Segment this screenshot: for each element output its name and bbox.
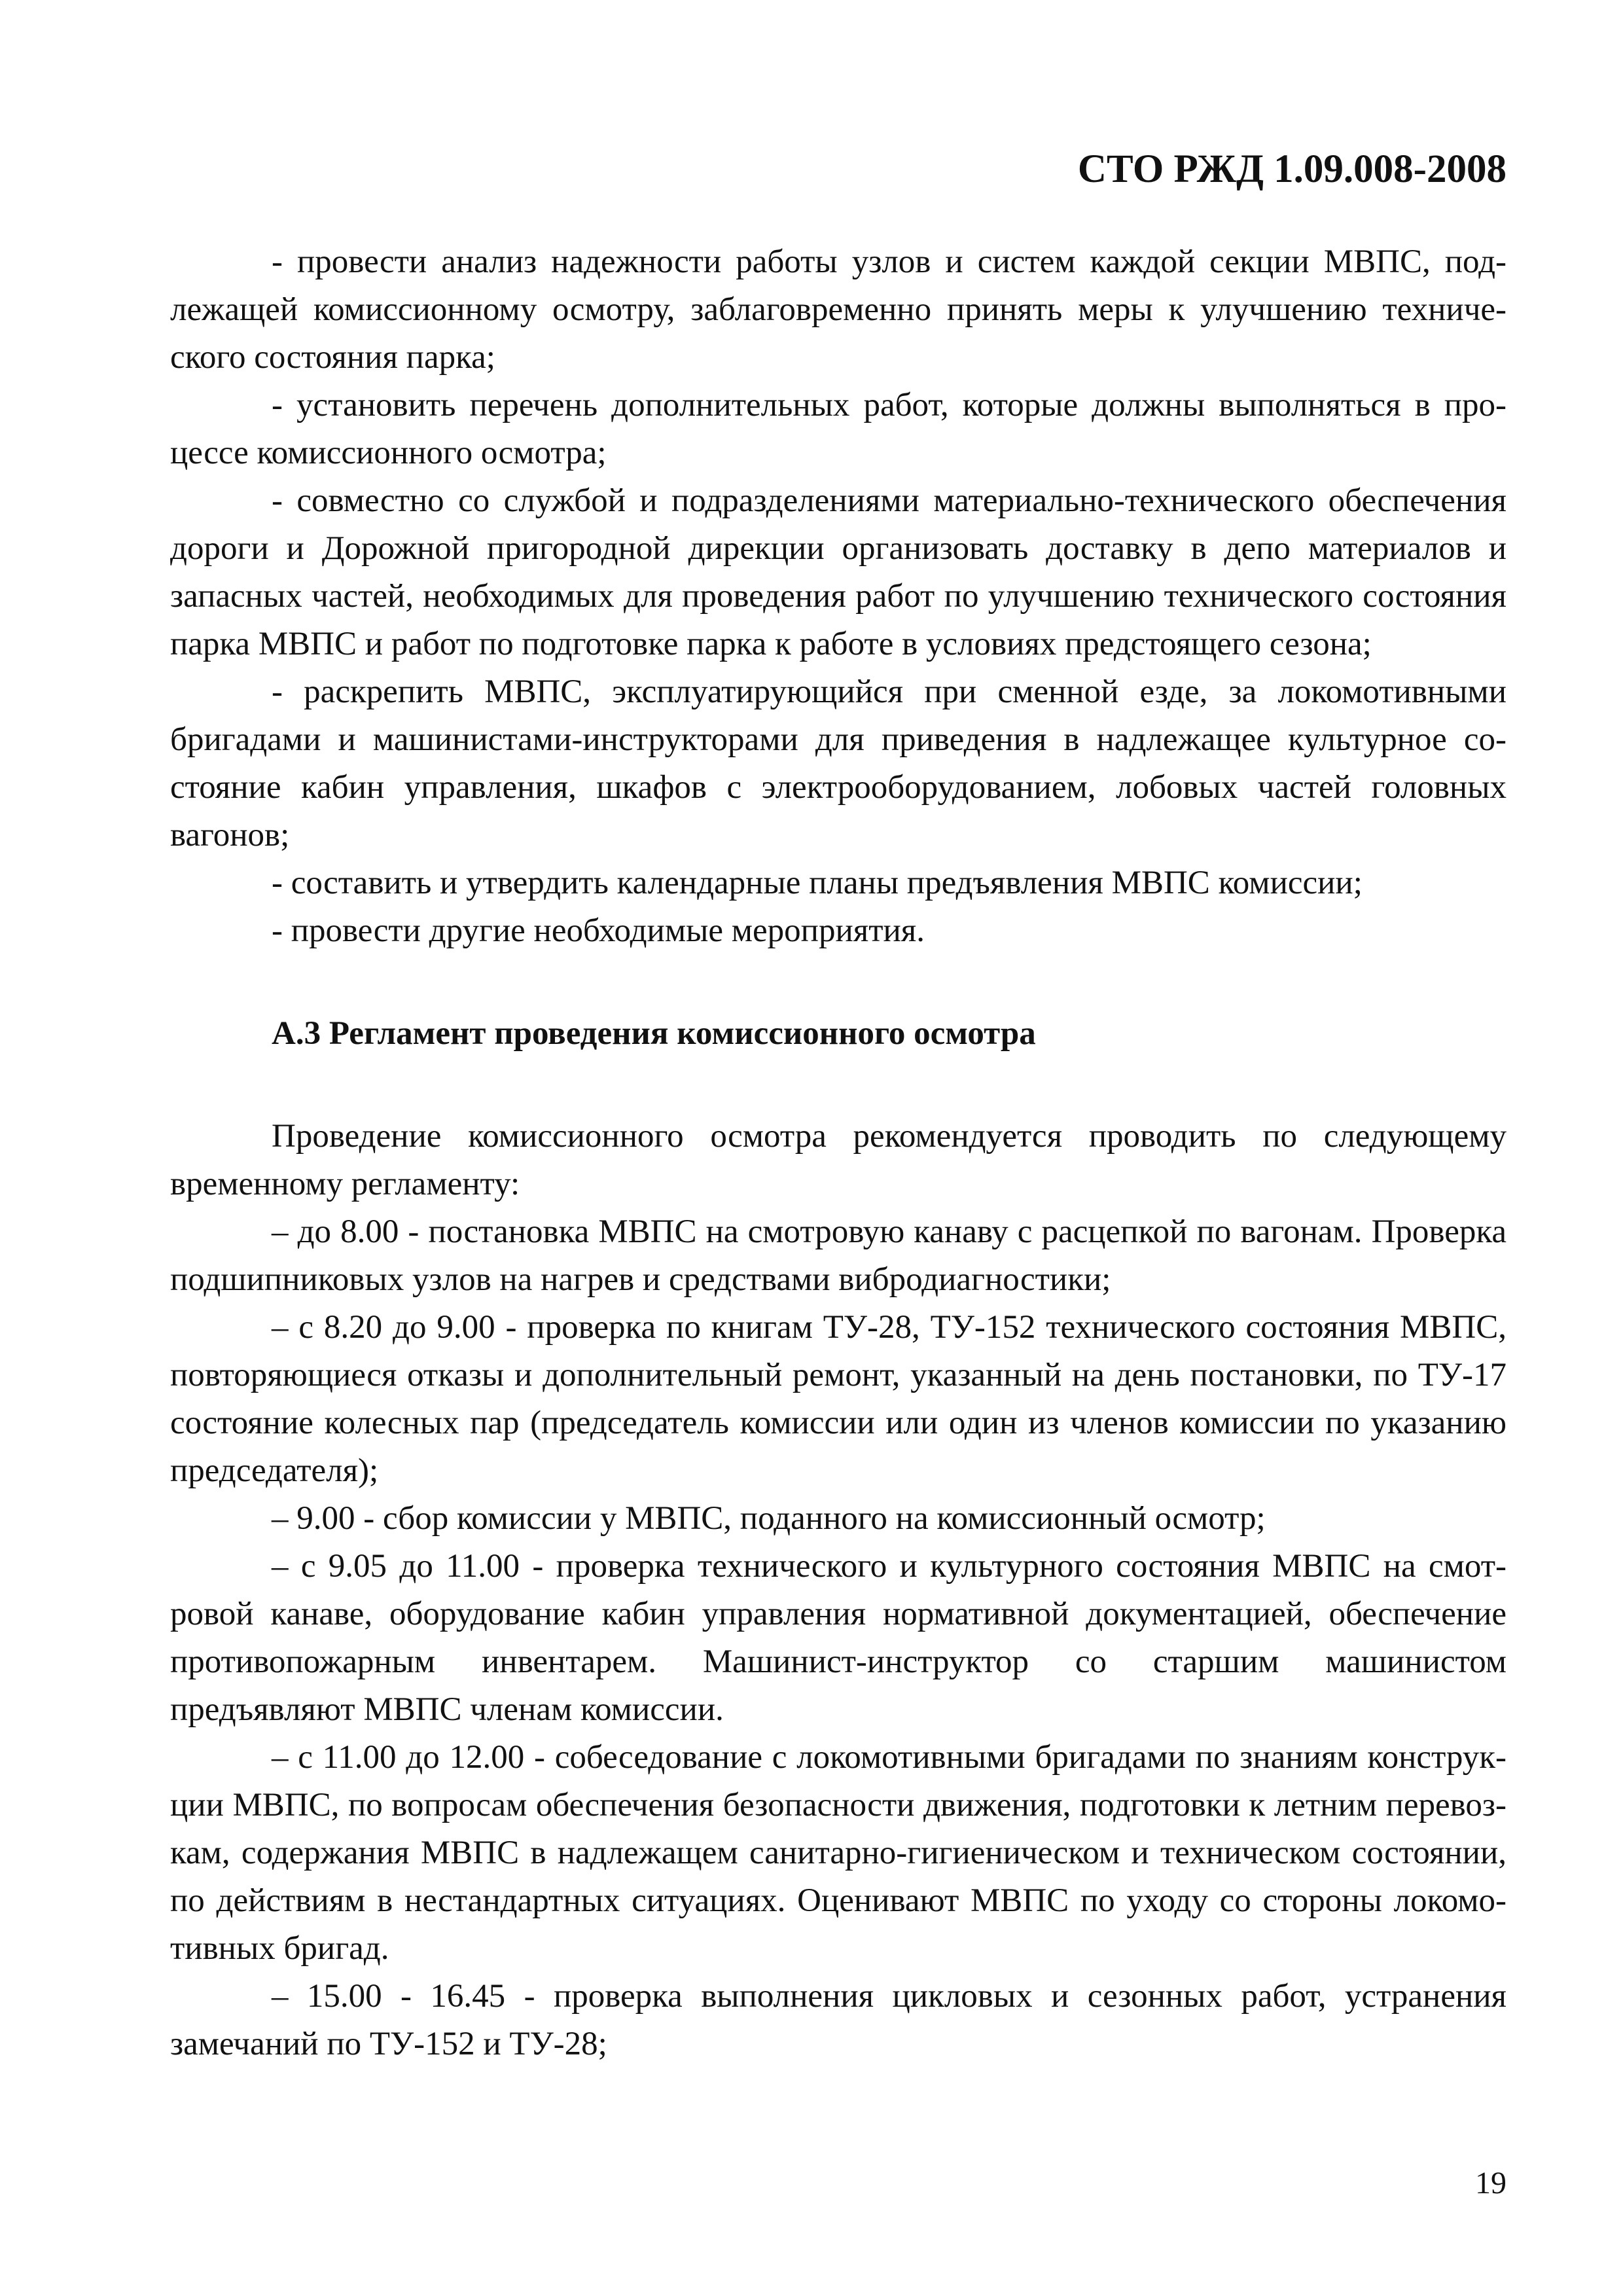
list-item: - составить и утвердить календарные планы предъявления МВПС комиссии; (272, 865, 1363, 901)
list-item: - раскрепить МВПС, эксплуатирующийся при сменной езде, за локомотивными бригадами и машинистами-инструкторами для приведения в надлежащее культурное состояние кабин управления, шкафов с электрооборудованием, лобовых частей головных вагонов; (170, 673, 1507, 853)
schedule-item: – с 9.05 до 11.00 - проверка технического и культурного состояния МВПС на смотровой канаве, оборудование кабин управления нормативной документацией, обеспечение противопожарным инвентарем. Машинист-инструктор со старшим машинистом предъявляют МВПС членам комиссии. (170, 1548, 1507, 1728)
section-heading: А.3 Регламент проведения комиссионного осмотра (272, 1015, 1036, 1052)
list-item: - установить перечень дополнительных работ, которые должны выполняться в процессе комиссионного осмотра; (170, 387, 1507, 471)
schedule-item: – с 8.20 до 9.00 - проверка по книгам ТУ-28, ТУ-152 технического состояния МВПС, повторяющиеся отказы и дополнительный ремонт, указанный на день постановки, по ТУ-17 состояние колесных пар (председатель комиссии или один из членов комиссии по указанию председателя); (170, 1309, 1507, 1489)
page-number: 19 (1475, 2166, 1507, 2200)
section-intro-paragraph: Проведение комиссионного осмотра рекомендуется проводить по следующему временному регламенту: (170, 1118, 1507, 1202)
list-item: - провести анализ надежности работы узлов и систем каждой секции МВПС, подлежащей комиссионному осмотру, заблаговременно принять меры к улучшению технического состояния парка; (170, 243, 1507, 376)
list-item: - совместно со службой и подразделениями материально-технического обеспечения дороги и Дорожной пригородной дирекции организовать доставку в депо материалов и запасных частей, необходимых для проведения работ по улучшению технического состояния парка МВПС и работ по подготовке парка к работе в условиях предстоящего сезона; (170, 482, 1507, 662)
schedule-item: – 15.00 - 16.45 - проверка выполнения цикловых и сезонных работ, устранения замечаний по ТУ-152 и ТУ-28; (170, 1978, 1507, 2062)
document-body (170, 238, 1507, 2068)
schedule-item: – до 8.00 - постановка МВПС на смотровую канаву с расцепкой по вагонам. Проверка подшипниковых узлов на нагрев и средствами вибродиагностики; (170, 1213, 1507, 1298)
list-item: - провести другие необходимые мероприятия. (272, 912, 925, 949)
schedule-item: – с 11.00 до 12.00 - собеседование с локомотивными бригадами по знаниям конструкции МВПС, по вопросам обеспечения безопасности движения, подготовки к летним перевозкам, содержания МВПС в надлежащем санитарно-гигиеническом и техническом состоянии, по действиям в нестандартных ситуациях. Оценивают МВПС по уходу со стороны локомотивных бригад. (170, 1739, 1507, 1967)
schedule-item: – 9.00 - сбор комиссии у МВПС, поданного на комиссионный осмотр; (272, 1500, 1266, 1537)
document-code-header: СТО РЖД 1.09.008-2008 (1077, 147, 1507, 191)
